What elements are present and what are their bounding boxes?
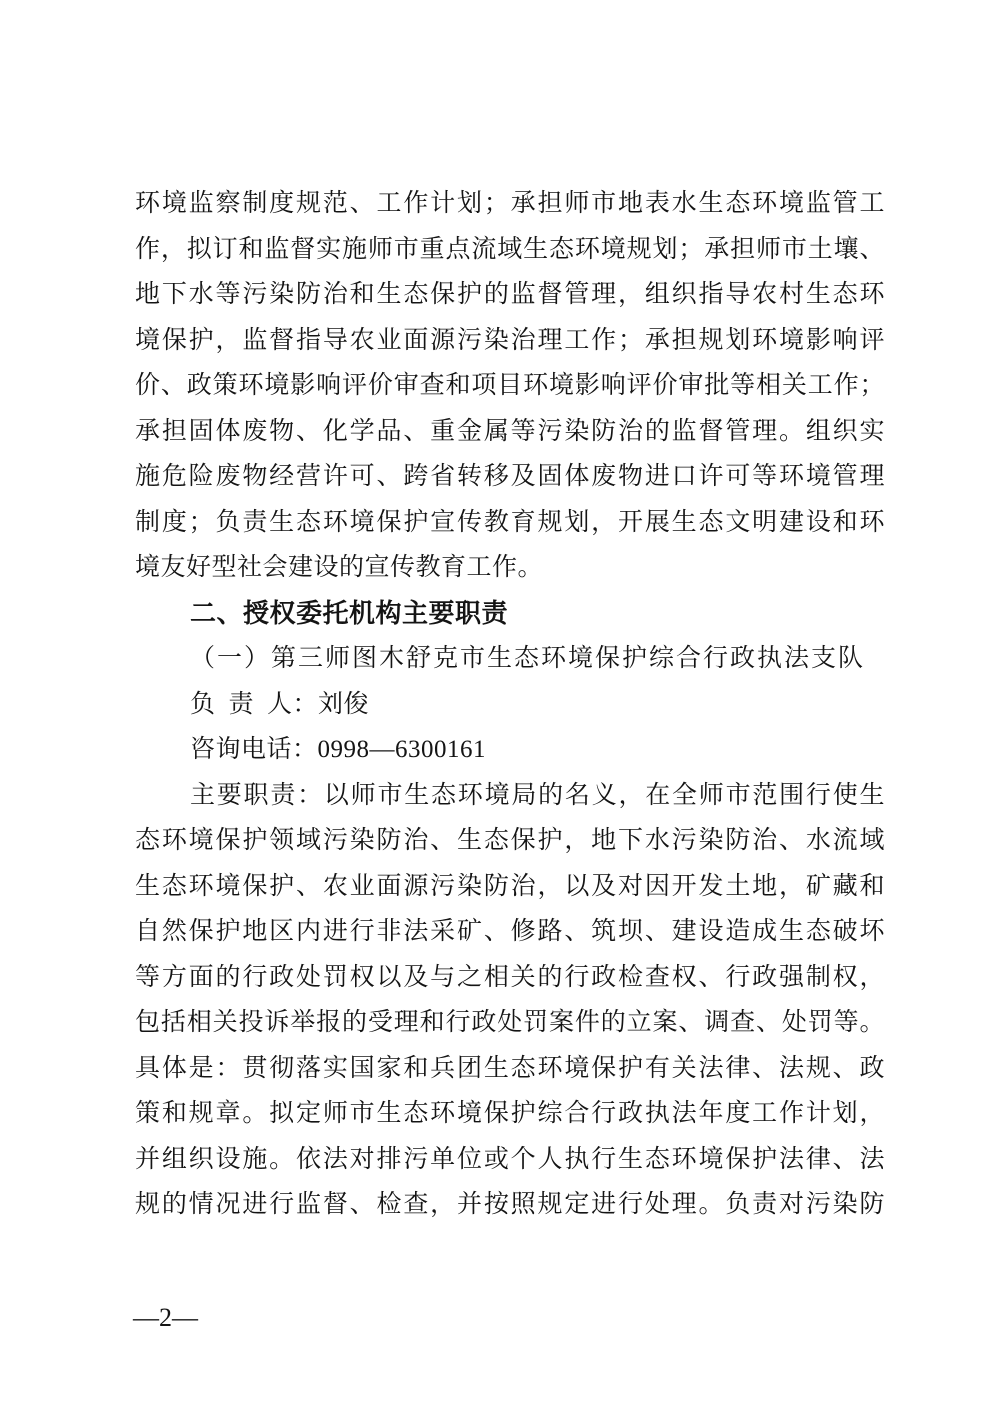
text-line: 策和规章。拟定师市生态环境保护综合行政执法年度工作计划， <box>135 1100 885 1127</box>
text-line: 地下水等污染防治和生态保护的监督管理，组织指导农村生态环 <box>135 281 885 308</box>
text-line: 作，拟订和监督实施师市重点流域生态环境规划；承担师市土壤、 <box>135 235 885 263</box>
text-line: 规的情况进行监督、检查，并按照规定进行处理。负责对污染防 <box>135 1191 885 1218</box>
text-line: 价、政策环境影响评价审查和项目环境影响评价审批等相关工作； <box>135 372 885 399</box>
text-line: 承担固体废物、化学品、重金属等污染防治的监督管理。组织实 <box>135 417 885 445</box>
text-line: 生态环境保护、农业面源污染防治，以及对因开发土地，矿藏和 <box>135 872 885 900</box>
text-line: 自然保护地区内进行非法采矿、修路、筑坝、建设造成生态破坏 <box>135 918 885 945</box>
text-line: 施危险废物经营许可、跨省转移及固体废物进口许可等环境管理 <box>135 463 885 490</box>
text-line: 等方面的行政处罚权以及与之相关的行政检查权、行政强制权， <box>135 963 885 991</box>
text-line: 态环境保护领域污染防治、生态保护，地下水污染防治、水流域 <box>135 827 885 854</box>
text-line: 境保护，监督指导农业面源污染治理工作；承担规划环境影响评 <box>135 326 885 354</box>
text-line: 环境监察制度规范、工作计划；承担师市地表水生态环境监管工 <box>135 190 885 217</box>
text-line: 并组织设施。依法对排污单位或个人执行生态环境保护法律、法 <box>135 1145 885 1173</box>
text-line: 负 责 人：刘俊 <box>190 690 370 718</box>
text-line: 二、授权委托机构主要职责 <box>190 597 509 628</box>
text-line: 境友好型社会建设的宣传教育工作。 <box>135 554 544 581</box>
text-line: 制度；负责生态环境保护宣传教育规划，开展生态文明建设和环 <box>135 508 885 536</box>
text-line: （一）第三师图木舒克市生态环境保护综合行政执法支队 <box>190 645 866 672</box>
document-body <box>135 181 885 1228</box>
text-line: 主要职责：以师市生态环境局的名义，在全师市范围行使生 <box>190 781 885 809</box>
text-line: 包括相关投诉举报的受理和行政处罚案件的立案、调查、处罚等。 <box>135 1009 885 1036</box>
text-line: 具体是：贯彻落实国家和兵团生态环境保护有关法律、法规、政 <box>135 1054 885 1082</box>
text-line: 咨询电话：0998—6300161 <box>190 736 487 763</box>
page-number: —2— <box>133 1303 198 1332</box>
